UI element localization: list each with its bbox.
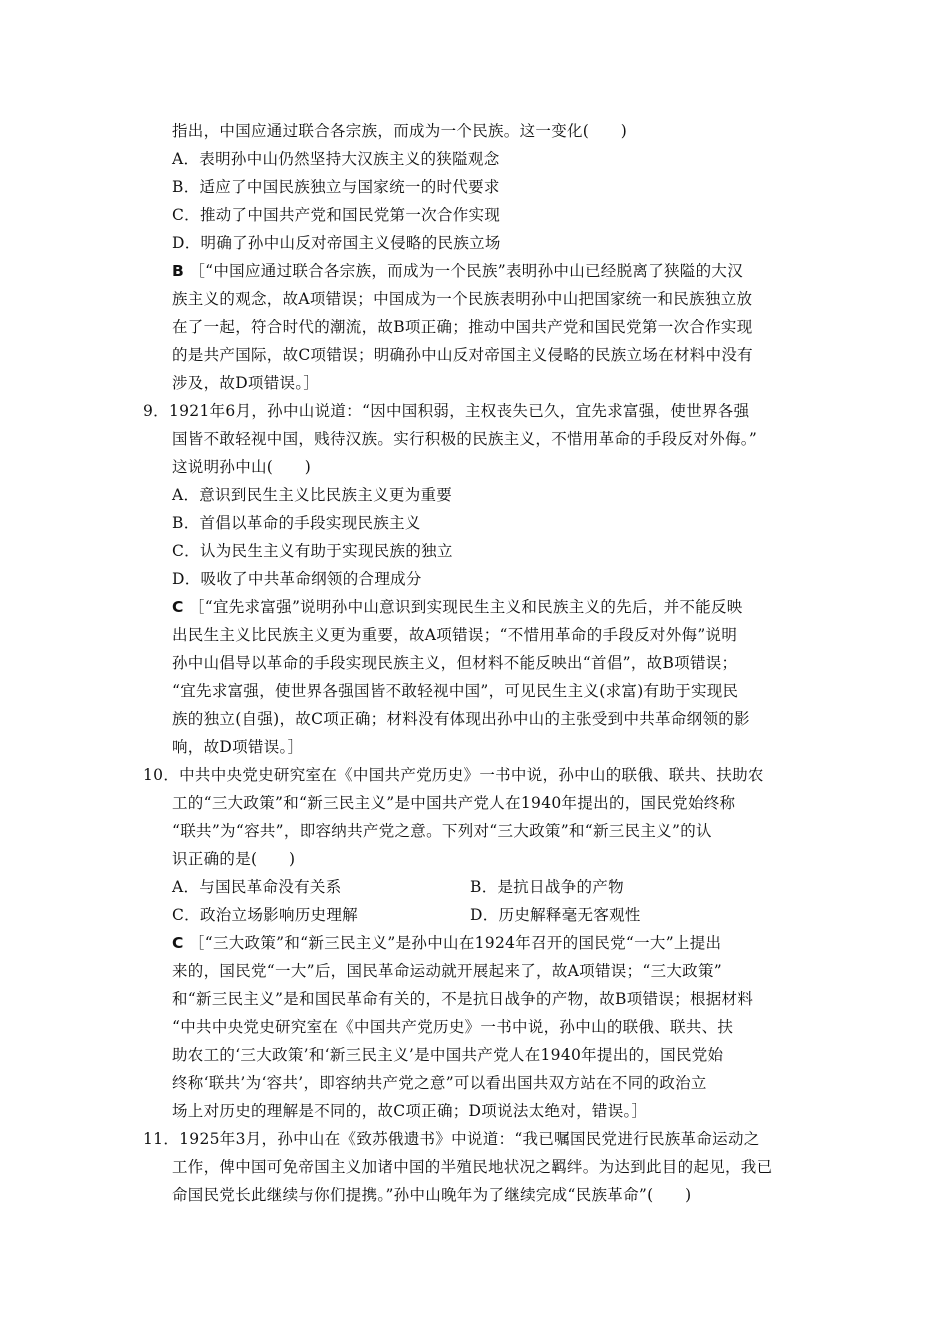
q10-explanation-text: ［“三大政策”和“新三民主义”是孙中山在1924年召开的国民党“一大”上提出 [188, 934, 722, 952]
q9-stem-line-2: 国皆不敢轻视中国，贱待汉族。实行积极的民族主义，不惜用革命的手段反对外侮。” [172, 430, 758, 448]
q10-explanation-line-4: “中共中央党史研究室在《中国共产党历史》一书中说，孙中山的联俄、联共、扶 [172, 1018, 734, 1036]
q9-explanation-line-1 [172, 597, 743, 617]
q8-explanation-line-5: 涉及，故D项错误。］ [172, 374, 320, 392]
q9-stem-line-3: 这说明孙中山( ) [172, 458, 312, 476]
q10-option-a: A．与国民革命没有关系 [172, 878, 342, 896]
q10-option-c: C．政治立场影响历史理解 [172, 906, 358, 924]
q8-explanation-line-2: 族主义的观念，故A项错误；中国成为一个民族表明孙中山把国家统一和民族独立放 [172, 290, 753, 308]
q10-stem-line-4: 识正确的是( ) [172, 850, 296, 868]
q10-explanation-line-7: 场上对历史的理解是不同的，故C项正确；D项说法太绝对，错误。］ [172, 1102, 648, 1120]
q9-explanation-text: ［“宜先求富强”说明孙中山意识到实现民生主义和民族主义的先后，并不能反映 [188, 598, 743, 616]
q10-explanation-line-6: 终称‘联共’为‘容共’，即容纳共产党之意”可以看出国共双方站在不同的政治立 [172, 1074, 707, 1092]
q8-option-b: B．适应了中国民族独立与国家统一的时代要求 [172, 178, 500, 196]
q9-option-b: B．首倡以革命的手段实现民族主义 [172, 514, 421, 532]
q9-explanation-line-6: 响，故D项错误。］ [172, 738, 304, 756]
q10-explanation-line-3: 和“新三民主义”是和国民革命有关的，不是抗日战争的产物，故B项错误；根据材料 [172, 990, 754, 1008]
q8-explanation-line-3: 在了一起，符合时代的潮流，故B项正确；推动中国共产党和国民党第一次合作实现 [172, 318, 753, 336]
q9-explanation-line-5: 族的独立(自强)，故C项正确；材料没有体现出孙中山的主张受到中共革命纲领的影 [172, 710, 750, 728]
q9-option-c: C．认为民生主义有助于实现民族的独立 [172, 542, 453, 560]
q10-explanation-line-5: 助农工的‘三大政策’和‘新三民主义’是中国共产党人在1940年提出的，国民党始 [172, 1046, 724, 1064]
q10-explanation-line-1 [172, 933, 721, 953]
q10-option-b: B．是抗日战争的产物 [470, 878, 624, 896]
q11-stem-line-3: 命国民党长此继续与你们提携。”孙中山晚年为了继续完成“民族革命”( ) [172, 1186, 692, 1204]
q10-option-d: D．历史解释毫无客观性 [470, 906, 641, 924]
q9-option-a: A．意识到民生主义比民族主义更为重要 [172, 486, 453, 504]
q10-stem-line-1: 10．中共中央党史研究室在《中国共产党历史》一书中说，孙中山的联俄、联共、扶助农 [143, 766, 764, 784]
q9-answer-letter: C [172, 598, 184, 616]
q8-answer-letter: B [172, 262, 185, 280]
q11-stem-line-2: 工作，俾中国可免帝国主义加诸中国的半殖民地状况之羁绊。为达到此目的起见，我已 [172, 1158, 773, 1176]
q10-stem-line-3: “联共”为“容共”，即容纳共产党之意。下列对“三大政策”和“新三民主义”的认 [172, 822, 712, 840]
q8-option-c: C．推动了中国共产党和国民党第一次合作实现 [172, 206, 501, 224]
q8-option-d: D．明确了孙中山反对帝国主义侵略的民族立场 [172, 234, 501, 252]
q8-option-a: A．表明孙中山仍然坚持大汉族主义的狭隘观念 [172, 150, 500, 168]
q8-explanation-line-4: 的是共产国际，故C项错误；明确孙中山反对帝国主义侵略的民族立场在材料中没有 [172, 346, 753, 364]
q9-stem-line-1: 9．1921年6月，孙中山说道：“因中国积弱，主权丧失已久，宜先求富强，使世界各强 [143, 402, 750, 420]
q11-stem-line-1: 11．1925年3月，孙中山在《致苏俄遗书》中说道：“我已嘱国民党进行民族革命运动之 [143, 1130, 760, 1148]
q10-stem-line-2: 工的“三大政策”和“新三民主义”是中国共产党人在1940年提出的，国民党始终称 [172, 794, 736, 812]
q9-explanation-line-3: 孙中山倡导以革命的手段实现民族主义，但材料不能反映出“首倡”，故B项错误； [172, 654, 738, 672]
q10-answer-letter: C [172, 934, 184, 952]
q8-explanation-text: ［“中国应通过联合各宗族，而成为一个民族”表明孙中山已经脱离了狭隘的大汉 [189, 262, 744, 280]
q9-explanation-line-4: “宜先求富强，使世界各强国皆不敢轻视中国”，可见民生主义(求富)有助于实现民 [172, 682, 739, 700]
q10-explanation-line-2: 来的，国民党“一大”后，国民革命运动就开展起来了，故A项错误；“三大政策” [172, 962, 722, 980]
q8-stem-continuation: 指出，中国应通过联合各宗族，而成为一个民族。这一变化( ) [172, 122, 628, 140]
q9-option-d: D．吸收了中共革命纲领的合理成分 [172, 570, 422, 588]
q8-explanation-line-1 [172, 261, 743, 281]
q9-explanation-line-2: 出民生主义比民族主义更为重要，故A项错误；“不惜用革命的手段反对外侮”说明 [172, 626, 738, 644]
